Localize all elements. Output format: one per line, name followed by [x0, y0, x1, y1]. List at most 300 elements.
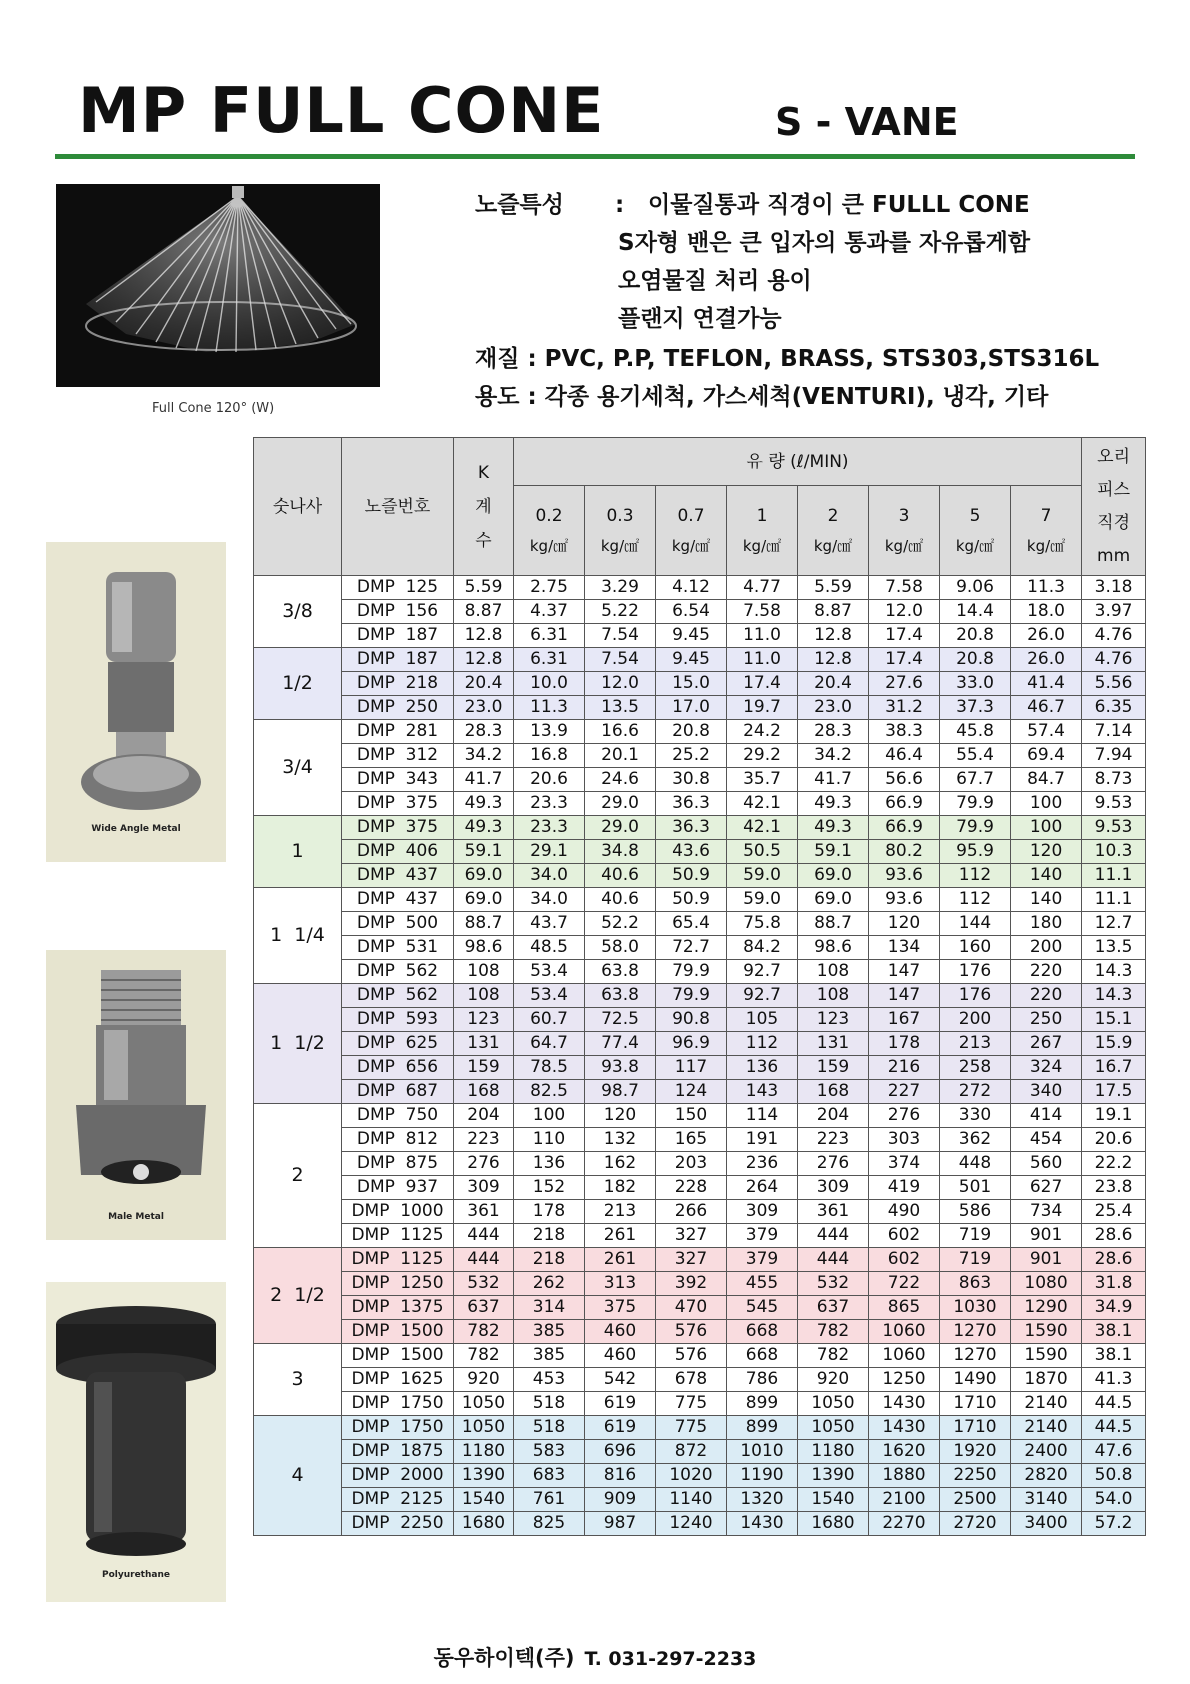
- value-cell: 159: [454, 1056, 514, 1080]
- value-cell: 17.0: [656, 696, 727, 720]
- table-row: [254, 624, 1146, 648]
- value-cell: 444: [798, 1224, 869, 1248]
- value-cell: 825: [514, 1512, 585, 1536]
- value-cell: 719: [940, 1224, 1011, 1248]
- value-cell: 1250: [869, 1368, 940, 1392]
- value-cell: 40.6: [585, 888, 656, 912]
- value-cell: 250: [1011, 1008, 1082, 1032]
- usage-line: 용도 : 각종 용기세척, 가스세척(VENTURI), 냉각, 기타: [475, 384, 1049, 410]
- value-cell: 77.4: [585, 1032, 656, 1056]
- value-cell: 49.3: [454, 816, 514, 840]
- value-cell: 309: [454, 1176, 514, 1200]
- value-cell: 49.3: [798, 816, 869, 840]
- value-cell: 2270: [869, 1512, 940, 1536]
- value-cell: 5.22: [585, 600, 656, 624]
- nozzle-number-cell: DMP 187: [342, 648, 454, 672]
- value-cell: 782: [454, 1320, 514, 1344]
- pressure-value: 0.7: [677, 505, 705, 526]
- value-cell: 2500: [940, 1488, 1011, 1512]
- table-row: [254, 1176, 1146, 1200]
- value-cell: 392: [656, 1272, 727, 1296]
- value-cell: 56.6: [869, 768, 940, 792]
- value-cell: 30.8: [656, 768, 727, 792]
- value-cell: 518: [514, 1416, 585, 1440]
- header-pressure: [514, 486, 585, 576]
- value-cell: 11.3: [514, 696, 585, 720]
- wide-angle-metal-photo: [46, 542, 226, 862]
- table-row: [254, 696, 1146, 720]
- value-cell: 1020: [656, 1464, 727, 1488]
- value-cell: 34.0: [514, 864, 585, 888]
- value-cell: 11.1: [1082, 864, 1146, 888]
- value-cell: 84.2: [727, 936, 798, 960]
- value-cell: 23.3: [514, 792, 585, 816]
- table-row: [254, 840, 1146, 864]
- value-cell: 79.9: [940, 792, 1011, 816]
- value-cell: 100: [1011, 792, 1082, 816]
- value-cell: 4.77: [727, 576, 798, 600]
- value-cell: 775: [656, 1392, 727, 1416]
- value-cell: 96.9: [656, 1032, 727, 1056]
- value-cell: 69.4: [1011, 744, 1082, 768]
- value-cell: 15.0: [656, 672, 727, 696]
- pressure-value: 3: [898, 505, 910, 526]
- value-cell: 6.31: [514, 624, 585, 648]
- nozzle-number-cell: DMP 812: [342, 1128, 454, 1152]
- header-pressure: [1011, 486, 1082, 576]
- value-cell: 560: [1011, 1152, 1082, 1176]
- header-thread: 숫나사: [254, 438, 342, 576]
- value-cell: 12.0: [585, 672, 656, 696]
- value-cell: 8.87: [798, 600, 869, 624]
- value-cell: 12.8: [798, 648, 869, 672]
- value-cell: 49.3: [454, 792, 514, 816]
- value-cell: 123: [798, 1008, 869, 1032]
- value-cell: 34.9: [1082, 1296, 1146, 1320]
- value-cell: 147: [869, 984, 940, 1008]
- value-cell: 124: [656, 1080, 727, 1104]
- table-row: [254, 1416, 1146, 1440]
- value-cell: 28.6: [1082, 1224, 1146, 1248]
- value-cell: 112: [727, 1032, 798, 1056]
- company-phone: T. 031-297-2233: [584, 1648, 757, 1670]
- value-cell: 88.7: [798, 912, 869, 936]
- value-cell: 204: [454, 1104, 514, 1128]
- header-orifice: [1082, 438, 1146, 576]
- value-cell: 2100: [869, 1488, 940, 1512]
- nozzle-number-cell: DMP 937: [342, 1176, 454, 1200]
- nozzle-number-cell: DMP 125: [342, 576, 454, 600]
- value-cell: 140: [1011, 864, 1082, 888]
- feature-line: 이물질통과 직경이 큰 FULLL CONE: [648, 192, 1030, 218]
- value-cell: 52.2: [585, 912, 656, 936]
- value-cell: 1050: [798, 1392, 869, 1416]
- table-row: [254, 816, 1146, 840]
- value-cell: 100: [1011, 816, 1082, 840]
- value-cell: 42.1: [727, 816, 798, 840]
- value-cell: 98.6: [454, 936, 514, 960]
- value-cell: 227: [869, 1080, 940, 1104]
- value-cell: 79.9: [656, 984, 727, 1008]
- nozzle-features: [475, 186, 1030, 338]
- value-cell: 152: [514, 1176, 585, 1200]
- value-cell: 131: [798, 1032, 869, 1056]
- value-cell: 379: [727, 1248, 798, 1272]
- value-cell: 11.1: [1082, 888, 1146, 912]
- value-cell: 28.6: [1082, 1248, 1146, 1272]
- value-cell: 23.0: [798, 696, 869, 720]
- value-cell: 1590: [1011, 1344, 1082, 1368]
- value-cell: 134: [869, 936, 940, 960]
- value-cell: 2720: [940, 1512, 1011, 1536]
- value-cell: 143: [727, 1080, 798, 1104]
- value-cell: 276: [454, 1152, 514, 1176]
- value-cell: 167: [869, 1008, 940, 1032]
- features-label: 노즐특성: [475, 192, 564, 218]
- nozzle-number-cell: DMP 156: [342, 600, 454, 624]
- value-cell: 2250: [940, 1464, 1011, 1488]
- value-cell: 586: [940, 1200, 1011, 1224]
- value-cell: 865: [869, 1296, 940, 1320]
- value-cell: 6.31: [514, 648, 585, 672]
- value-cell: 272: [940, 1080, 1011, 1104]
- value-cell: 100: [514, 1104, 585, 1128]
- pressure-value: 0.2: [535, 505, 563, 526]
- pressure-unit: kg/㎠: [671, 536, 711, 555]
- value-cell: 159: [798, 1056, 869, 1080]
- value-cell: 59.1: [798, 840, 869, 864]
- value-cell: 8.87: [454, 600, 514, 624]
- value-cell: 532: [454, 1272, 514, 1296]
- value-cell: 80.2: [869, 840, 940, 864]
- value-cell: 69.0: [454, 888, 514, 912]
- pressure-unit: kg/㎠: [813, 536, 853, 555]
- table-row: [254, 1152, 1146, 1176]
- pressure-unit: kg/㎠: [1026, 536, 1066, 555]
- value-cell: 123: [454, 1008, 514, 1032]
- pressure-value: 0.3: [606, 505, 634, 526]
- value-cell: 448: [940, 1152, 1011, 1176]
- value-cell: 236: [727, 1152, 798, 1176]
- value-cell: 66.9: [869, 792, 940, 816]
- value-cell: 65.4: [656, 912, 727, 936]
- value-cell: 619: [585, 1416, 656, 1440]
- value-cell: 72.5: [585, 1008, 656, 1032]
- nozzle-number-cell: DMP 1250: [342, 1272, 454, 1296]
- value-cell: 13.9: [514, 720, 585, 744]
- value-cell: 88.7: [454, 912, 514, 936]
- value-cell: 120: [1011, 840, 1082, 864]
- value-cell: 82.5: [514, 1080, 585, 1104]
- nozzle-number-cell: DMP 1375: [342, 1296, 454, 1320]
- value-cell: 901: [1011, 1224, 1082, 1248]
- value-cell: 276: [869, 1104, 940, 1128]
- value-cell: 696: [585, 1440, 656, 1464]
- table-row: [254, 1368, 1146, 1392]
- value-cell: 38.3: [869, 720, 940, 744]
- value-cell: 34.2: [798, 744, 869, 768]
- value-cell: 213: [585, 1200, 656, 1224]
- value-cell: 9.53: [1082, 816, 1146, 840]
- table-row: [254, 1464, 1146, 1488]
- value-cell: 490: [869, 1200, 940, 1224]
- value-cell: 901: [1011, 1248, 1082, 1272]
- value-cell: 98.6: [798, 936, 869, 960]
- value-cell: 4.76: [1082, 648, 1146, 672]
- nozzle-number-cell: DMP 187: [342, 624, 454, 648]
- value-cell: 20.8: [940, 624, 1011, 648]
- value-cell: 11.0: [727, 624, 798, 648]
- value-cell: 72.7: [656, 936, 727, 960]
- nozzle-number-cell: DMP 625: [342, 1032, 454, 1056]
- value-cell: 14.3: [1082, 960, 1146, 984]
- nozzle-number-cell: DMP 375: [342, 792, 454, 816]
- table-row: [254, 936, 1146, 960]
- value-cell: 1680: [454, 1512, 514, 1536]
- value-cell: 93.6: [869, 888, 940, 912]
- table-row: [254, 1008, 1146, 1032]
- value-cell: 374: [869, 1152, 940, 1176]
- value-cell: 180: [1011, 912, 1082, 936]
- value-cell: 379: [727, 1224, 798, 1248]
- value-cell: 9.06: [940, 576, 1011, 600]
- value-cell: 1620: [869, 1440, 940, 1464]
- value-cell: 16.8: [514, 744, 585, 768]
- value-cell: 204: [798, 1104, 869, 1128]
- value-cell: 20.6: [514, 768, 585, 792]
- value-cell: 220: [1011, 984, 1082, 1008]
- value-cell: 20.4: [798, 672, 869, 696]
- pressure-unit: kg/㎠: [529, 536, 569, 555]
- nozzle-number-cell: DMP 1125: [342, 1224, 454, 1248]
- value-cell: 303: [869, 1128, 940, 1152]
- value-cell: 619: [585, 1392, 656, 1416]
- value-cell: 719: [940, 1248, 1011, 1272]
- value-cell: 3.97: [1082, 600, 1146, 624]
- material-line: 재질 : PVC, P.P, TEFLON, BRASS, STS303,STS316L: [475, 346, 1100, 372]
- value-cell: 46.7: [1011, 696, 1082, 720]
- value-cell: 79.9: [940, 816, 1011, 840]
- value-cell: 29.1: [514, 840, 585, 864]
- value-cell: 734: [1011, 1200, 1082, 1224]
- value-cell: 501: [940, 1176, 1011, 1200]
- side-image-caption: Wide Angle Metal: [91, 824, 181, 834]
- value-cell: 49.3: [798, 792, 869, 816]
- value-cell: 542: [585, 1368, 656, 1392]
- value-cell: 532: [798, 1272, 869, 1296]
- value-cell: 9.45: [656, 624, 727, 648]
- page-subtitle: S - VANE: [775, 100, 959, 144]
- table-row: [254, 1128, 1146, 1152]
- value-cell: 47.6: [1082, 1440, 1146, 1464]
- male-metal-photo: [46, 950, 226, 1240]
- photo-caption: Full Cone 120° (W): [152, 401, 275, 416]
- value-cell: 309: [727, 1200, 798, 1224]
- value-cell: 108: [454, 960, 514, 984]
- value-cell: 2140: [1011, 1392, 1082, 1416]
- value-cell: 470: [656, 1296, 727, 1320]
- value-cell: 414: [1011, 1104, 1082, 1128]
- table-row: [254, 1512, 1146, 1536]
- value-cell: 29.0: [585, 792, 656, 816]
- pressure-unit: kg/㎠: [884, 536, 924, 555]
- value-cell: 90.8: [656, 1008, 727, 1032]
- table-row: [254, 1032, 1146, 1056]
- value-cell: 150: [656, 1104, 727, 1128]
- thread-size-cell: 1 1/4: [254, 888, 342, 984]
- footer: [0, 1642, 1190, 1672]
- value-cell: 23.8: [1082, 1176, 1146, 1200]
- value-cell: 362: [940, 1128, 1011, 1152]
- value-cell: 7.58: [727, 600, 798, 624]
- value-cell: 1080: [1011, 1272, 1082, 1296]
- value-cell: 518: [514, 1392, 585, 1416]
- header-pressure: [798, 486, 869, 576]
- value-cell: 41.7: [454, 768, 514, 792]
- nozzle-number-cell: DMP 437: [342, 864, 454, 888]
- value-cell: 5.59: [454, 576, 514, 600]
- nozzle-number-cell: DMP 1500: [342, 1320, 454, 1344]
- value-cell: 105: [727, 1008, 798, 1032]
- table-row: [254, 1200, 1146, 1224]
- value-cell: 131: [454, 1032, 514, 1056]
- value-cell: 3.18: [1082, 576, 1146, 600]
- pressure-value: 5: [969, 505, 981, 526]
- value-cell: 59.0: [727, 888, 798, 912]
- value-cell: 3400: [1011, 1512, 1082, 1536]
- header-k-text: K 계 수: [475, 462, 492, 551]
- value-cell: 261: [585, 1224, 656, 1248]
- nozzle-number-cell: DMP 437: [342, 888, 454, 912]
- value-cell: 38.1: [1082, 1344, 1146, 1368]
- nozzle-number-cell: DMP 1625: [342, 1368, 454, 1392]
- value-cell: 6.54: [656, 600, 727, 624]
- value-cell: 66.9: [869, 816, 940, 840]
- value-cell: 147: [869, 960, 940, 984]
- value-cell: 37.3: [940, 696, 1011, 720]
- value-cell: 18.0: [1011, 600, 1082, 624]
- value-cell: 782: [798, 1320, 869, 1344]
- value-cell: 57.4: [1011, 720, 1082, 744]
- value-cell: 987: [585, 1512, 656, 1536]
- value-cell: 75.8: [727, 912, 798, 936]
- header-nozzle-number: 노즐번호: [342, 438, 454, 576]
- thread-size-cell: 3: [254, 1344, 342, 1416]
- value-cell: 782: [454, 1344, 514, 1368]
- nozzle-number-cell: DMP 1500: [342, 1344, 454, 1368]
- header-pressure: [585, 486, 656, 576]
- value-cell: 26.0: [1011, 624, 1082, 648]
- value-cell: 276: [798, 1152, 869, 1176]
- value-cell: 3140: [1011, 1488, 1082, 1512]
- value-cell: 7.14: [1082, 720, 1146, 744]
- value-cell: 1270: [940, 1320, 1011, 1344]
- value-cell: 583: [514, 1440, 585, 1464]
- table-row: [254, 648, 1146, 672]
- value-cell: 637: [798, 1296, 869, 1320]
- value-cell: 25.2: [656, 744, 727, 768]
- value-cell: 136: [514, 1152, 585, 1176]
- value-cell: 14.3: [1082, 984, 1146, 1008]
- value-cell: 1050: [454, 1392, 514, 1416]
- value-cell: 1290: [1011, 1296, 1082, 1320]
- table-row: [254, 984, 1146, 1008]
- value-cell: 324: [1011, 1056, 1082, 1080]
- value-cell: 34.8: [585, 840, 656, 864]
- nozzle-number-cell: DMP 2125: [342, 1488, 454, 1512]
- material-usage: [475, 340, 1099, 416]
- value-cell: 385: [514, 1320, 585, 1344]
- value-cell: 112: [940, 864, 1011, 888]
- value-cell: 668: [727, 1344, 798, 1368]
- value-cell: 20.6: [1082, 1128, 1146, 1152]
- value-cell: 11.3: [1011, 576, 1082, 600]
- value-cell: 1430: [869, 1392, 940, 1416]
- nozzle-number-cell: DMP 218: [342, 672, 454, 696]
- table-row: [254, 792, 1146, 816]
- nozzle-number-cell: DMP 1750: [342, 1416, 454, 1440]
- value-cell: 1540: [454, 1488, 514, 1512]
- value-cell: 761: [514, 1488, 585, 1512]
- value-cell: 314: [514, 1296, 585, 1320]
- value-cell: 17.5: [1082, 1080, 1146, 1104]
- feature-line: 플랜지 연결가능: [618, 306, 782, 332]
- value-cell: 178: [869, 1032, 940, 1056]
- value-cell: 460: [585, 1320, 656, 1344]
- table-row: [254, 1272, 1146, 1296]
- thread-size-cell: 3/4: [254, 720, 342, 816]
- table-row: [254, 600, 1146, 624]
- pressure-unit: kg/㎠: [742, 536, 782, 555]
- header-flow: 유 량 (ℓ/MIN): [514, 438, 1082, 486]
- value-cell: 385: [514, 1344, 585, 1368]
- value-cell: 14.4: [940, 600, 1011, 624]
- value-cell: 29.0: [585, 816, 656, 840]
- table-row: [254, 1056, 1146, 1080]
- value-cell: 59.1: [454, 840, 514, 864]
- value-cell: 267: [1011, 1032, 1082, 1056]
- value-cell: 112: [940, 888, 1011, 912]
- header-pressure: [940, 486, 1011, 576]
- value-cell: 120: [869, 912, 940, 936]
- value-cell: 1390: [798, 1464, 869, 1488]
- value-cell: 45.8: [940, 720, 1011, 744]
- value-cell: 20.1: [585, 744, 656, 768]
- value-cell: 1710: [940, 1392, 1011, 1416]
- nozzle-number-cell: DMP 687: [342, 1080, 454, 1104]
- value-cell: 144: [940, 912, 1011, 936]
- value-cell: 264: [727, 1176, 798, 1200]
- nozzle-number-cell: DMP 593: [342, 1008, 454, 1032]
- value-cell: 16.6: [585, 720, 656, 744]
- value-cell: 1680: [798, 1512, 869, 1536]
- value-cell: 1320: [727, 1488, 798, 1512]
- value-cell: 20.8: [656, 720, 727, 744]
- value-cell: 69.0: [798, 888, 869, 912]
- pressure-unit: kg/㎠: [955, 536, 995, 555]
- page-title: MP FULL CONE: [78, 74, 605, 147]
- value-cell: 110: [514, 1128, 585, 1152]
- pressure-value: 2: [827, 505, 839, 526]
- nozzle-number-cell: DMP 875: [342, 1152, 454, 1176]
- nozzle-number-cell: DMP 2250: [342, 1512, 454, 1536]
- header-pressure: [656, 486, 727, 576]
- value-cell: 108: [798, 984, 869, 1008]
- table-row: [254, 1080, 1146, 1104]
- value-cell: 35.7: [727, 768, 798, 792]
- table-row: [254, 1488, 1146, 1512]
- value-cell: 79.9: [656, 960, 727, 984]
